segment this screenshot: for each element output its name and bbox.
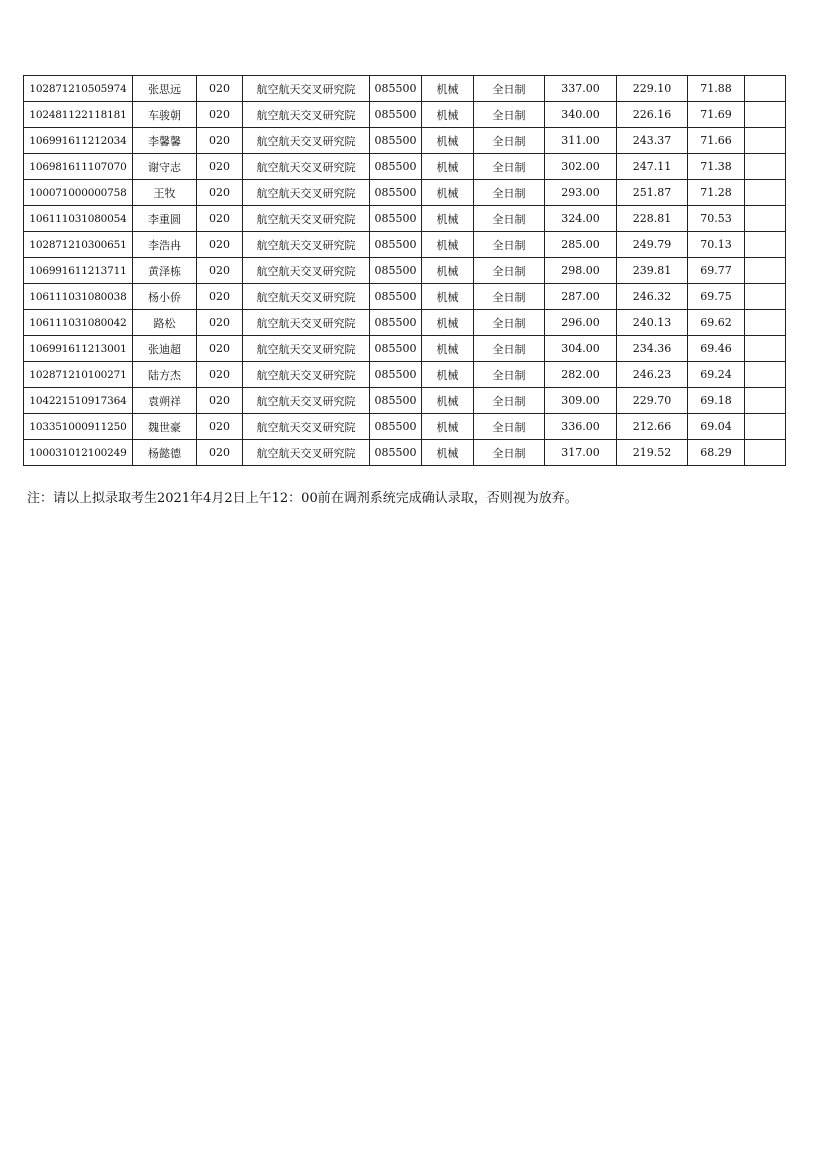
major-name-cell: 机械 (422, 76, 474, 102)
total-score-cell: 71.28 (688, 180, 745, 206)
remark-cell (745, 284, 786, 310)
remark-cell (745, 206, 786, 232)
dept-name-cell: 航空航天交叉研究院 (243, 414, 370, 440)
total-score-cell: 71.88 (688, 76, 745, 102)
dept-name-cell: 航空航天交叉研究院 (243, 128, 370, 154)
dept-name-cell: 航空航天交叉研究院 (243, 310, 370, 336)
retest-score-cell: 251.87 (617, 180, 688, 206)
initial-score-cell: 309.00 (545, 388, 617, 414)
dept-name-cell: 航空航天交叉研究院 (243, 206, 370, 232)
dept-name-cell: 航空航天交叉研究院 (243, 154, 370, 180)
remark-cell (745, 388, 786, 414)
major-code-cell: 085500 (370, 180, 422, 206)
table-row (24, 180, 786, 206)
remark-cell (745, 258, 786, 284)
dept-code-cell: 020 (197, 102, 243, 128)
major-name-cell: 机械 (422, 388, 474, 414)
major-name-cell: 机械 (422, 362, 474, 388)
initial-score-cell: 340.00 (545, 102, 617, 128)
major-code-cell: 085500 (370, 388, 422, 414)
total-score-cell: 70.53 (688, 206, 745, 232)
dept-name-cell: 航空航天交叉研究院 (243, 336, 370, 362)
candidate-id-cell: 100031012100249 (24, 440, 133, 466)
retest-score-cell: 243.37 (617, 128, 688, 154)
study-mode-cell: 全日制 (474, 284, 545, 310)
table-row (24, 76, 786, 102)
name-cell: 杨懿德 (133, 440, 197, 466)
retest-score-cell: 234.36 (617, 336, 688, 362)
footnote: 注：请以上拟录取考生2021年4月2日上午12：00前在调剂系统完成确认录取，否则视为放弃。 (27, 491, 578, 506)
major-name-cell: 机械 (422, 180, 474, 206)
total-score-cell: 69.24 (688, 362, 745, 388)
initial-score-cell: 304.00 (545, 336, 617, 362)
dept-name-cell: 航空航天交叉研究院 (243, 76, 370, 102)
remark-cell (745, 180, 786, 206)
admission-table (23, 75, 786, 466)
retest-score-cell: 249.79 (617, 232, 688, 258)
initial-score-cell: 282.00 (545, 362, 617, 388)
initial-score-cell: 287.00 (545, 284, 617, 310)
initial-score-cell: 293.00 (545, 180, 617, 206)
study-mode-cell: 全日制 (474, 232, 545, 258)
dept-code-cell: 020 (197, 362, 243, 388)
retest-score-cell: 228.81 (617, 206, 688, 232)
dept-code-cell: 020 (197, 154, 243, 180)
retest-score-cell: 229.10 (617, 76, 688, 102)
dept-code-cell: 020 (197, 310, 243, 336)
name-cell: 路松 (133, 310, 197, 336)
remark-cell (745, 76, 786, 102)
candidate-id-cell: 102871210505974 (24, 76, 133, 102)
major-name-cell: 机械 (422, 206, 474, 232)
dept-name-cell: 航空航天交叉研究院 (243, 362, 370, 388)
name-cell: 袁朔祥 (133, 388, 197, 414)
name-cell: 陆方杰 (133, 362, 197, 388)
major-code-cell: 085500 (370, 76, 422, 102)
dept-code-cell: 020 (197, 128, 243, 154)
table-row (24, 206, 786, 232)
initial-score-cell: 324.00 (545, 206, 617, 232)
name-cell: 张思远 (133, 76, 197, 102)
name-cell: 张迪超 (133, 336, 197, 362)
dept-code-cell: 020 (197, 414, 243, 440)
dept-code-cell: 020 (197, 284, 243, 310)
major-code-cell: 085500 (370, 284, 422, 310)
retest-score-cell: 212.66 (617, 414, 688, 440)
remark-cell (745, 336, 786, 362)
table-row (24, 232, 786, 258)
major-code-cell: 085500 (370, 336, 422, 362)
total-score-cell: 69.62 (688, 310, 745, 336)
remark-cell (745, 440, 786, 466)
table-row (24, 258, 786, 284)
study-mode-cell: 全日制 (474, 414, 545, 440)
study-mode-cell: 全日制 (474, 336, 545, 362)
retest-score-cell: 229.70 (617, 388, 688, 414)
major-name-cell: 机械 (422, 154, 474, 180)
initial-score-cell: 302.00 (545, 154, 617, 180)
major-code-cell: 085500 (370, 362, 422, 388)
total-score-cell: 68.29 (688, 440, 745, 466)
dept-code-cell: 020 (197, 258, 243, 284)
candidate-id-cell: 102481122118181 (24, 102, 133, 128)
retest-score-cell: 239.81 (617, 258, 688, 284)
table-row (24, 310, 786, 336)
major-name-cell: 机械 (422, 336, 474, 362)
dept-code-cell: 020 (197, 440, 243, 466)
retest-score-cell: 240.13 (617, 310, 688, 336)
table-row (24, 388, 786, 414)
major-name-cell: 机械 (422, 310, 474, 336)
candidate-id-cell: 106111031080038 (24, 284, 133, 310)
remark-cell (745, 128, 786, 154)
remark-cell (745, 414, 786, 440)
initial-score-cell: 298.00 (545, 258, 617, 284)
remark-cell (745, 102, 786, 128)
name-cell: 黄泽栋 (133, 258, 197, 284)
study-mode-cell: 全日制 (474, 440, 545, 466)
initial-score-cell: 337.00 (545, 76, 617, 102)
dept-code-cell: 020 (197, 388, 243, 414)
candidate-id-cell: 106991611213001 (24, 336, 133, 362)
remark-cell (745, 232, 786, 258)
dept-name-cell: 航空航天交叉研究院 (243, 258, 370, 284)
dept-name-cell: 航空航天交叉研究院 (243, 284, 370, 310)
total-score-cell: 69.75 (688, 284, 745, 310)
name-cell: 车骏朝 (133, 102, 197, 128)
table-row (24, 154, 786, 180)
major-code-cell: 085500 (370, 310, 422, 336)
study-mode-cell: 全日制 (474, 310, 545, 336)
major-code-cell: 085500 (370, 258, 422, 284)
candidate-id-cell: 106991611213711 (24, 258, 133, 284)
major-name-cell: 机械 (422, 232, 474, 258)
table-row (24, 336, 786, 362)
major-name-cell: 机械 (422, 258, 474, 284)
candidate-id-cell: 106991611212034 (24, 128, 133, 154)
dept-code-cell: 020 (197, 336, 243, 362)
initial-score-cell: 311.00 (545, 128, 617, 154)
dept-code-cell: 020 (197, 232, 243, 258)
major-name-cell: 机械 (422, 414, 474, 440)
name-cell: 李馨馨 (133, 128, 197, 154)
major-code-cell: 085500 (370, 154, 422, 180)
retest-score-cell: 219.52 (617, 440, 688, 466)
initial-score-cell: 317.00 (545, 440, 617, 466)
initial-score-cell: 296.00 (545, 310, 617, 336)
major-code-cell: 085500 (370, 128, 422, 154)
candidate-id-cell: 106111031080054 (24, 206, 133, 232)
remark-cell (745, 362, 786, 388)
candidate-id-cell: 102871210100271 (24, 362, 133, 388)
retest-score-cell: 246.23 (617, 362, 688, 388)
total-score-cell: 70.13 (688, 232, 745, 258)
name-cell: 王牧 (133, 180, 197, 206)
candidate-id-cell: 106981611107070 (24, 154, 133, 180)
dept-code-cell: 020 (197, 206, 243, 232)
dept-code-cell: 020 (197, 180, 243, 206)
dept-name-cell: 航空航天交叉研究院 (243, 180, 370, 206)
candidate-id-cell: 100071000000758 (24, 180, 133, 206)
study-mode-cell: 全日制 (474, 76, 545, 102)
total-score-cell: 69.18 (688, 388, 745, 414)
major-name-cell: 机械 (422, 102, 474, 128)
dept-name-cell: 航空航天交叉研究院 (243, 102, 370, 128)
major-code-cell: 085500 (370, 206, 422, 232)
candidate-id-cell: 102871210300651 (24, 232, 133, 258)
major-code-cell: 085500 (370, 232, 422, 258)
dept-name-cell: 航空航天交叉研究院 (243, 440, 370, 466)
dept-name-cell: 航空航天交叉研究院 (243, 388, 370, 414)
dept-code-cell: 020 (197, 76, 243, 102)
total-score-cell: 69.77 (688, 258, 745, 284)
remark-cell (745, 154, 786, 180)
study-mode-cell: 全日制 (474, 180, 545, 206)
candidate-id-cell: 103351000911250 (24, 414, 133, 440)
study-mode-cell: 全日制 (474, 206, 545, 232)
remark-cell (745, 310, 786, 336)
study-mode-cell: 全日制 (474, 388, 545, 414)
study-mode-cell: 全日制 (474, 102, 545, 128)
total-score-cell: 69.04 (688, 414, 745, 440)
name-cell: 李浩冉 (133, 232, 197, 258)
major-code-cell: 085500 (370, 102, 422, 128)
retest-score-cell: 247.11 (617, 154, 688, 180)
name-cell: 谢守志 (133, 154, 197, 180)
table-row (24, 128, 786, 154)
table-body (24, 76, 786, 466)
total-score-cell: 71.66 (688, 128, 745, 154)
major-name-cell: 机械 (422, 284, 474, 310)
dept-name-cell: 航空航天交叉研究院 (243, 232, 370, 258)
initial-score-cell: 285.00 (545, 232, 617, 258)
study-mode-cell: 全日制 (474, 258, 545, 284)
retest-score-cell: 246.32 (617, 284, 688, 310)
major-code-cell: 085500 (370, 440, 422, 466)
study-mode-cell: 全日制 (474, 362, 545, 388)
total-score-cell: 71.69 (688, 102, 745, 128)
table-row (24, 102, 786, 128)
major-name-cell: 机械 (422, 128, 474, 154)
candidate-id-cell: 104221510917364 (24, 388, 133, 414)
candidate-id-cell: 106111031080042 (24, 310, 133, 336)
major-code-cell: 085500 (370, 414, 422, 440)
table-row (24, 414, 786, 440)
table-row (24, 284, 786, 310)
total-score-cell: 69.46 (688, 336, 745, 362)
table-row (24, 440, 786, 466)
name-cell: 杨小侨 (133, 284, 197, 310)
initial-score-cell: 336.00 (545, 414, 617, 440)
total-score-cell: 71.38 (688, 154, 745, 180)
study-mode-cell: 全日制 (474, 128, 545, 154)
name-cell: 李重圆 (133, 206, 197, 232)
study-mode-cell: 全日制 (474, 154, 545, 180)
table-row (24, 362, 786, 388)
retest-score-cell: 226.16 (617, 102, 688, 128)
name-cell: 魏世豪 (133, 414, 197, 440)
major-name-cell: 机械 (422, 440, 474, 466)
